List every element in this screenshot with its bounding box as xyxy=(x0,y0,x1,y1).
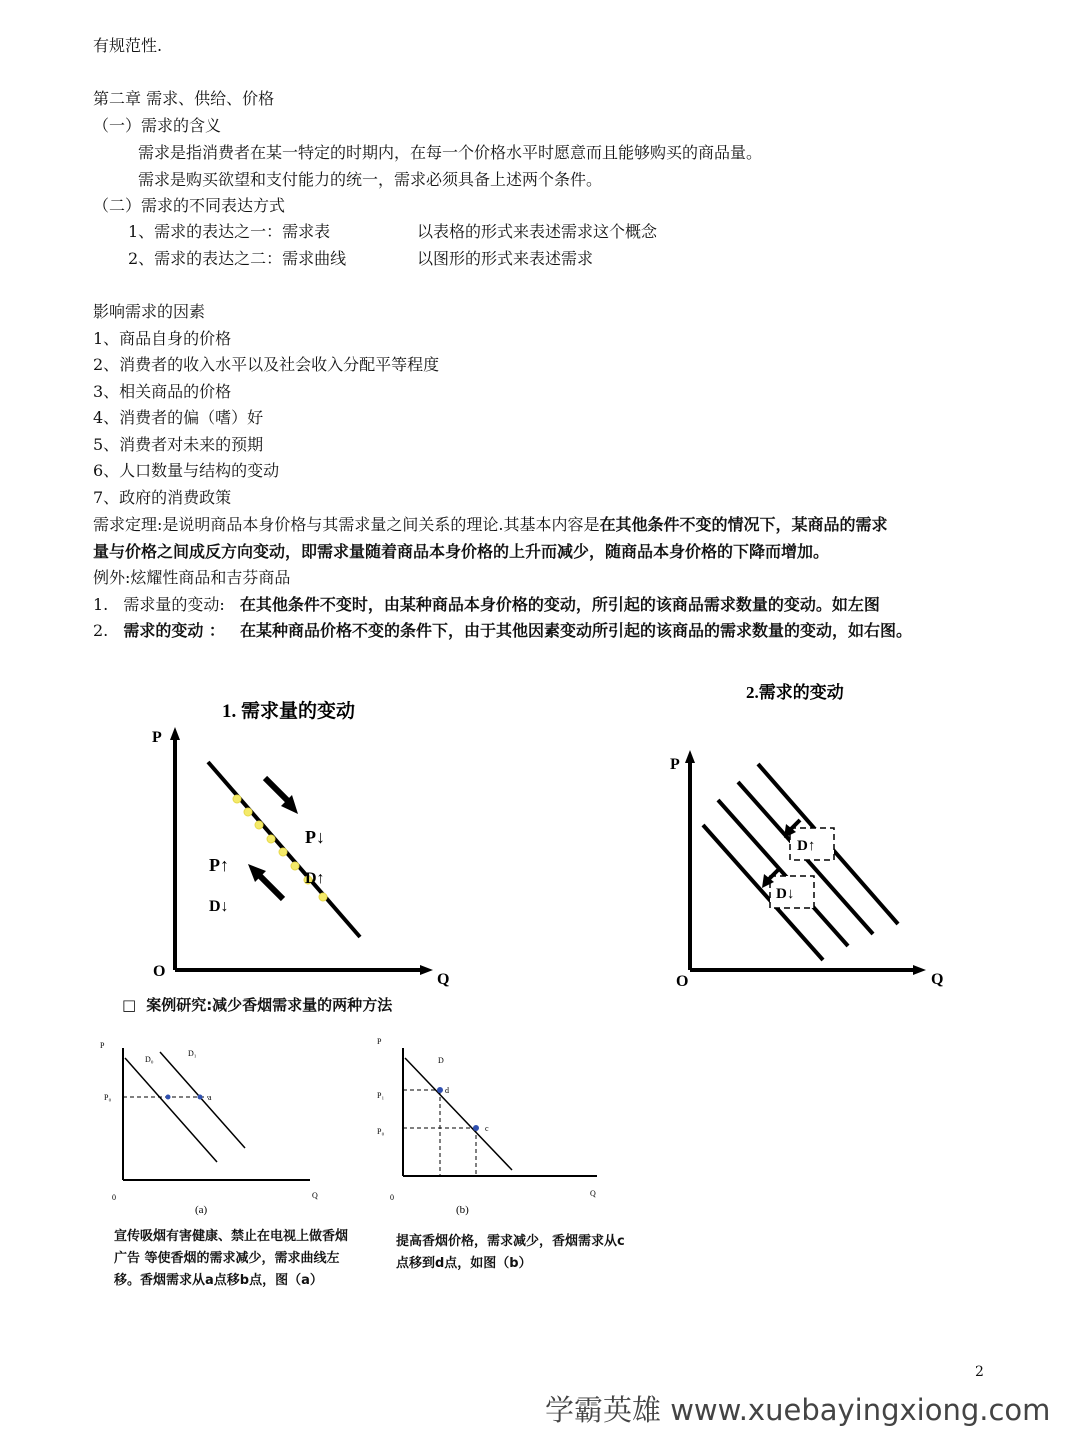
demand-law-bold-cont: 量与价格之间成反方向变动，即需求量随着商品本身价格的上升而减少，随商品本身价格的下降而增加。 xyxy=(93,542,830,561)
case-note-b: 提高香烟价格，需求减少，香烟需求从c点移到d点，如图（b） xyxy=(396,1234,625,1271)
chart1-label-p-down: P↓ xyxy=(305,827,325,847)
chart2-label-d-down: D↓ xyxy=(776,886,795,902)
fig-b-origin: 0 xyxy=(390,1193,394,1202)
fig-b-label-p0: P₀ xyxy=(377,1127,385,1136)
change-title: 需求的变动 ： xyxy=(123,621,225,640)
section2-item-desc: 以图形的形式来表述需求 xyxy=(417,249,594,268)
fig-b-label-p1: P₁ xyxy=(377,1091,385,1100)
demand-law-bold: 在其他条件不变的情况下，某商品的需求 xyxy=(599,515,888,534)
section2-item-label: 2、需求的表达之二：需求曲线 xyxy=(128,249,347,268)
change-title: 需求量的变动: xyxy=(123,595,225,614)
chart2-label-d-up: D↑ xyxy=(797,838,816,854)
chart2-axis-p: P xyxy=(670,756,680,773)
fig-b-point-d xyxy=(437,1087,443,1093)
checkbox-icon: □ xyxy=(122,996,137,1014)
chart2-title: 2.需求的变动 xyxy=(746,683,844,702)
page-number: 2 xyxy=(975,1364,984,1380)
factor-item: 3、相关商品的价格 xyxy=(93,382,232,401)
demand-law-prefix: 需求定理:是说明商品本身价格与其需求量之间关系的理论.其基本内容是 xyxy=(93,515,600,534)
case-study-title: 案例研究:减少香烟需求量的两种方法 xyxy=(146,996,393,1014)
chart1-label-d-down: D↓ xyxy=(209,898,229,915)
fig-b-curve-d xyxy=(405,1058,512,1170)
fig-a-caption: (a) xyxy=(195,1204,208,1216)
section2-item-label: 1、需求的表达之一：需求表 xyxy=(128,222,331,241)
exception-text: 例外:炫耀性商品和吉芬商品 xyxy=(93,568,291,587)
fig-a-label-d1: D₁ xyxy=(188,1049,197,1058)
chart1-origin: O xyxy=(153,963,166,980)
fig-a-origin: 0 xyxy=(112,1193,116,1202)
case-note-a: 宣传吸烟有害健康、禁止在电视上做香烟广告 等使香烟的需求减少，需求曲线左移。香烟需求从a点移b点，图（a） xyxy=(114,1229,349,1288)
factor-item: 1、商品自身的价格 xyxy=(93,329,232,348)
fig-b-caption: (b) xyxy=(456,1204,469,1216)
chart1-title: 1. 需求量的变动 xyxy=(222,701,356,722)
chart1-label-d-up: D↑ xyxy=(305,870,325,887)
section2-item-desc: 以表格的形式来表述需求这个概念 xyxy=(417,222,658,241)
section1-heading: （一）需求的含义 xyxy=(93,116,222,135)
factor-item: 6、人口数量与结构的变动 xyxy=(93,461,280,480)
intro-tail: 有规范性. xyxy=(93,36,163,55)
section1-line: 需求是购买欲望和支付能力的统一，需求必须具备上述两个条件。 xyxy=(138,170,603,189)
fig-b-axis-p: P xyxy=(377,1037,382,1046)
chart1-axis-p: P xyxy=(152,729,162,746)
chapter-title: 第二章 需求、供给、价格 xyxy=(93,89,275,108)
factor-item: 7、政府的消费政策 xyxy=(93,488,232,507)
change-desc: 在某种商品价格不变的条件下，由于其他因素变动所引起的该商品的需求数量的变动，如右图。 xyxy=(240,621,913,640)
section1-line: 需求是指消费者在某一特定的时期内，在每一个价格水平时愿意而且能够购买的商品量。 xyxy=(138,143,763,162)
chart1-axis-q: Q xyxy=(437,971,450,988)
chart2-axis-q: Q xyxy=(931,971,944,988)
change-num: 1. xyxy=(93,595,109,614)
fig-b-label-pt-d: d xyxy=(445,1086,449,1095)
watermark: 学霸英雄 www.xuebayingxiong.com xyxy=(545,1393,1051,1427)
change-desc: 在其他条件不变时，由某种商品本身价格的变动，所引起的该商品需求数量的变动。如左图 xyxy=(239,595,880,614)
factor-item: 4、消费者的偏（嗜）好 xyxy=(93,408,264,427)
section2-heading: （二）需求的不同表达方式 xyxy=(93,196,286,215)
fig-b-point-c xyxy=(473,1125,479,1131)
fig-b-label-d: D xyxy=(438,1056,444,1065)
fig-b-label-pt-c: c xyxy=(485,1124,489,1133)
change-num: 2. xyxy=(93,621,109,640)
fig-a-label-p0: P₀ xyxy=(104,1093,112,1102)
fig-a-label-a: a xyxy=(208,1093,212,1102)
chart1-label-p-up: P↑ xyxy=(209,855,229,875)
fig-a-axis-p: P xyxy=(100,1041,105,1050)
fig-b-axis-q: Q xyxy=(590,1189,596,1198)
factor-item: 5、消费者对未来的预期 xyxy=(93,435,264,454)
factors-heading: 影响需求的因素 xyxy=(93,302,206,321)
fig-a-label-d0: D₀ xyxy=(145,1055,154,1064)
chart2-origin: O xyxy=(676,973,689,990)
fig-a-axis-q: Q xyxy=(312,1191,318,1200)
factor-item: 2、消费者的收入水平以及社会收入分配平等程度 xyxy=(93,355,440,374)
